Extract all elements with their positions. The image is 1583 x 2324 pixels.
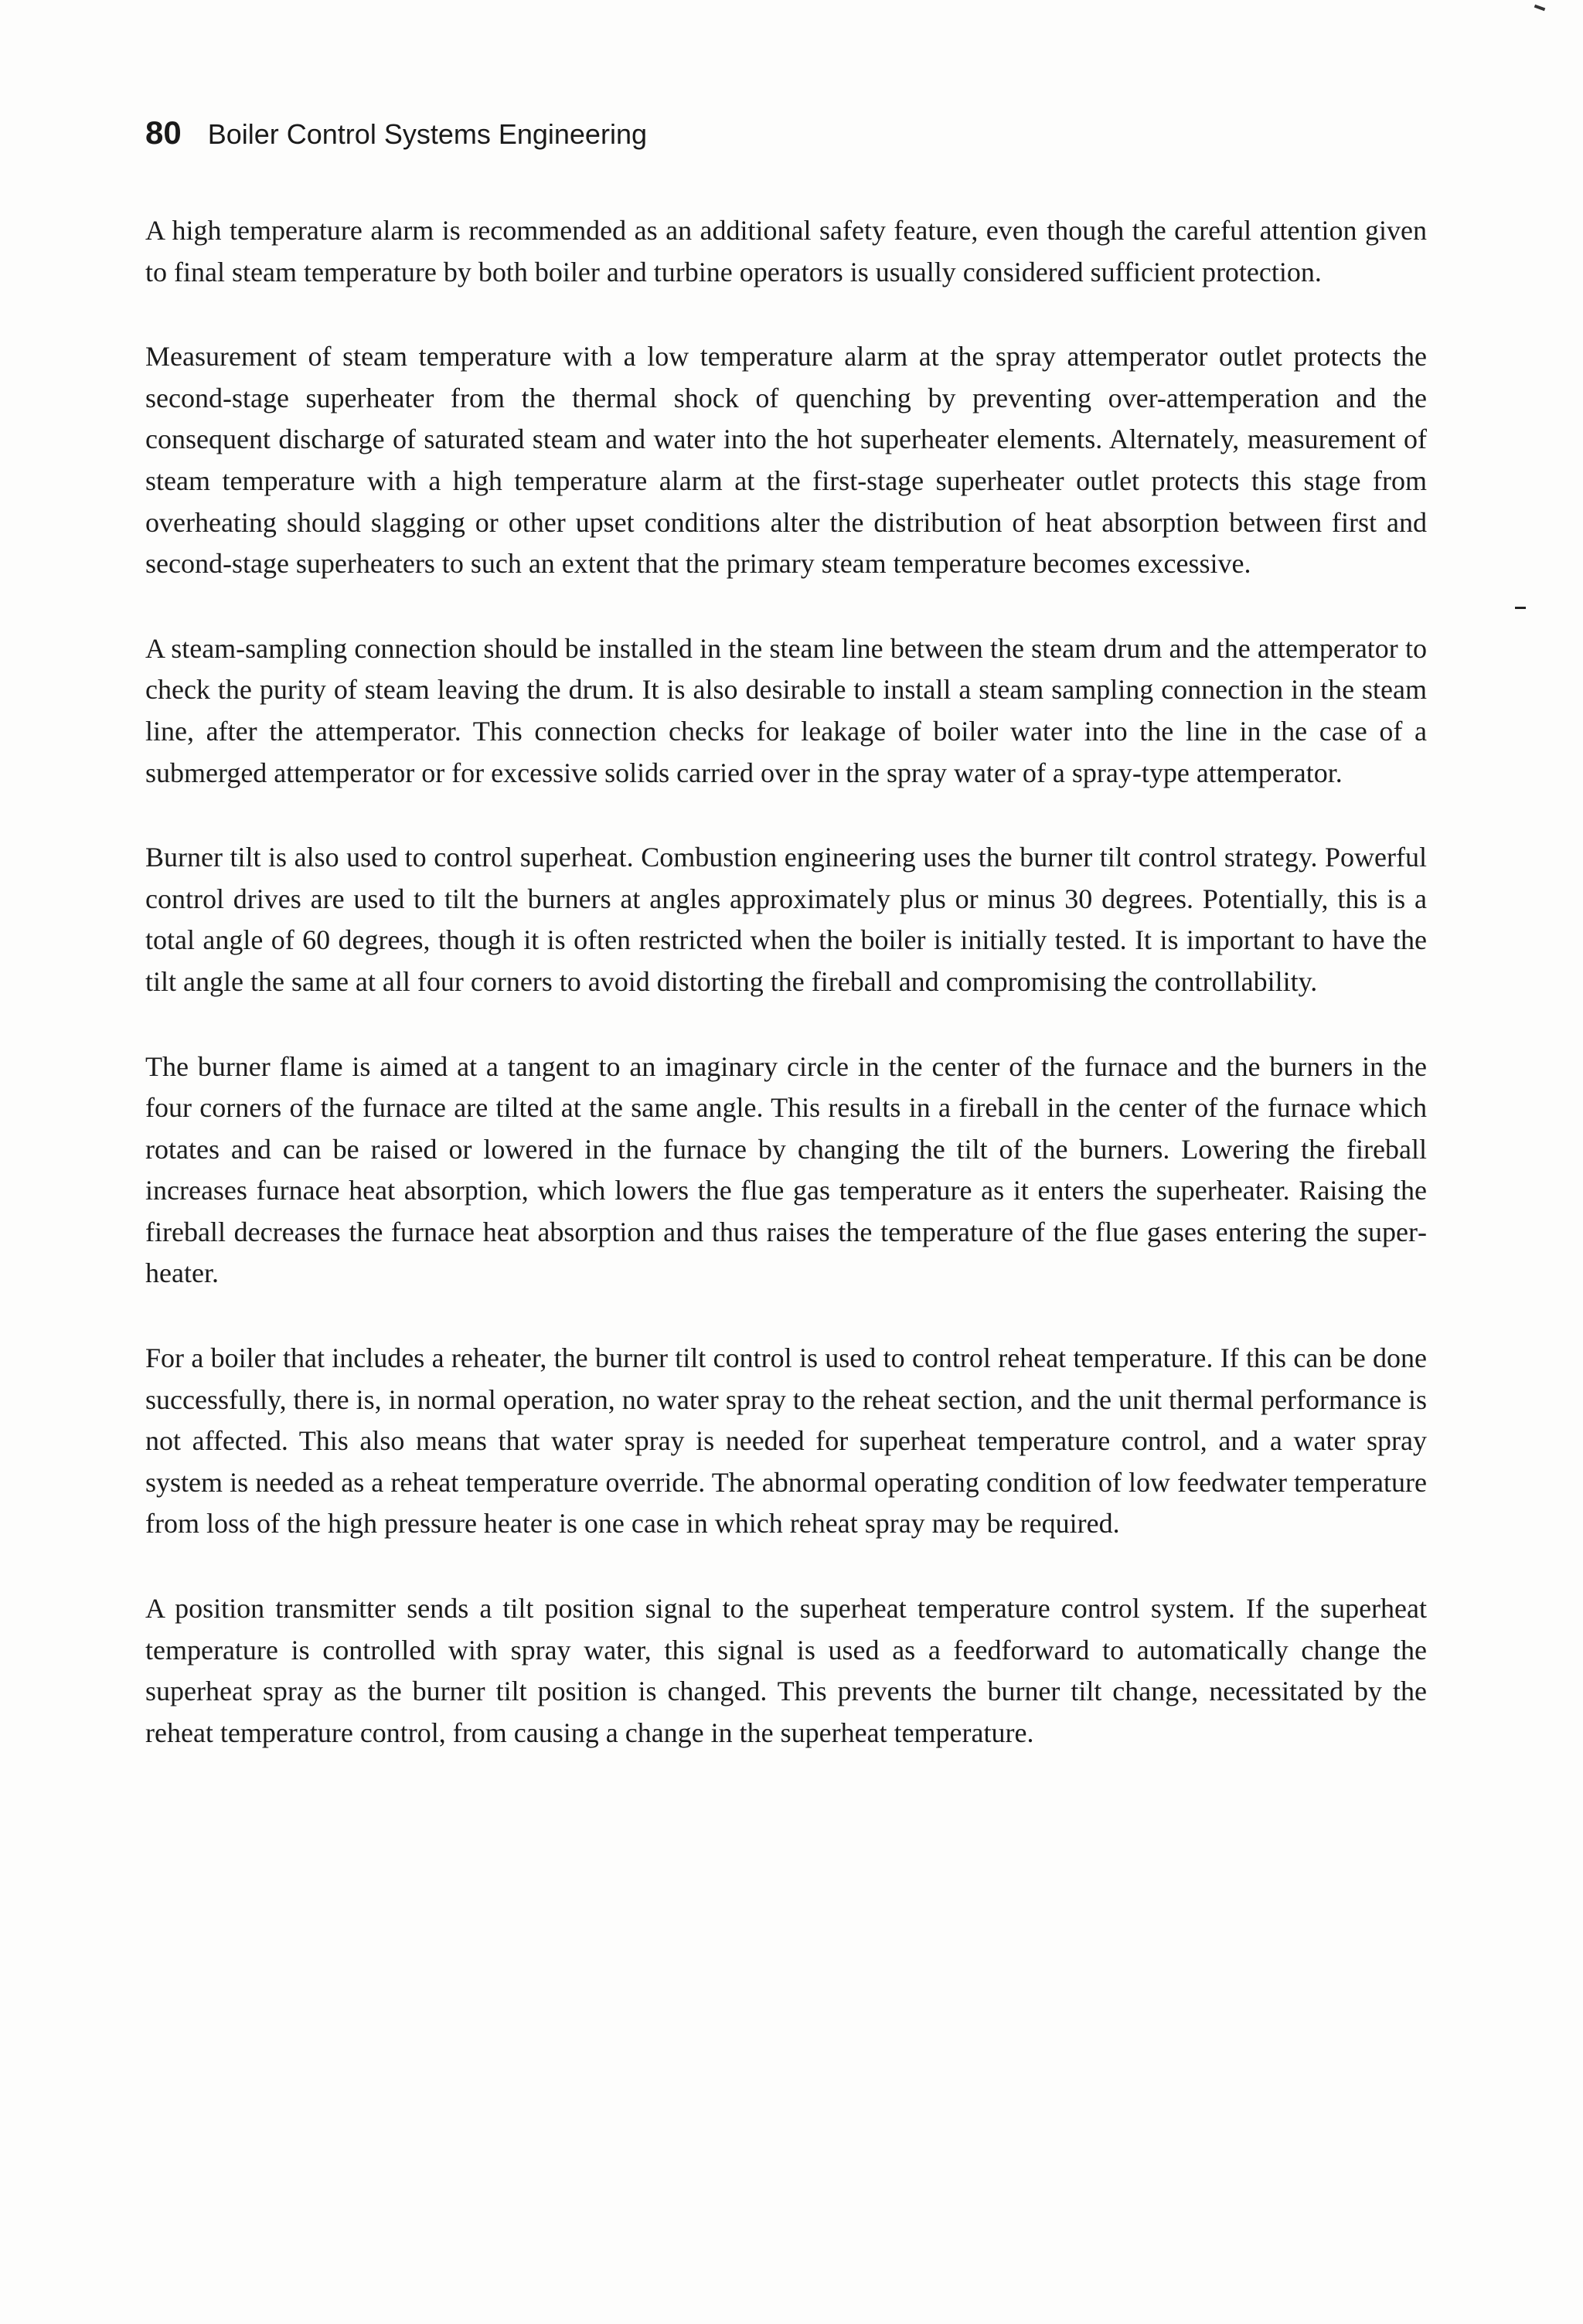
paragraph-reheater-control: For a boiler that includes a reheater, the burner tilt control is used to control reheat temperature. If this can be done successfully, there is, in normal operation, no water spray to the reheat section, and the unit thermal performance is not affected. This also means that water spray is needed for superheat temperature control, and a water spray system is needed as a reheat temperature override. The abnormal operating condition of low feedwater temperature from loss of the high pressure heater is one case in which reheat spray may be required. (145, 1342, 1427, 1540)
paragraph-burner-tilt: Burner tilt is also used to control superheat. Combustion engineering uses the burner tilt control strategy. Powerful control drives are used to tilt the burners at angles approximately plus or minus 30 degrees. Potentially, this is a total angle of 60 degrees, though it is often restricted when the boiler is initially tested. It is important to have the tilt angle the same at all four corners to avoid distorting the fireball and compromising the controllability. (145, 842, 1427, 997)
page-number: 80 (145, 114, 182, 151)
paragraph-steam-temperature-measurement: Measurement of steam temperature with a low temperature alarm at the spray attemperator outlet protects the second-stage superheater from the thermal shock of quenching by preventing over-attemperation and the consequent discharge of saturated steam and water into the hot superheater elements. Alternately, measurement of steam temperature with a high temperature alarm at the first-stage superheater outlet protects this stage from overheating should slagging or other upset conditions alter the distribution of heat absorption between first and second-stage superheaters to such an extent that the primary steam temperature becomes excessive. (145, 341, 1427, 580)
paragraph-position-transmitter: A position transmitter sends a tilt position signal to the superheat temperature control system. If the superheat temperature is controlled with spray water, this signal is used as a feedforward to automatically change the superheat spray as the burner tilt position is changed. This prevents the burner tilt change, necessitated by the reheat temperature control, from causing a change in the superheat temperature. (145, 1593, 1427, 1748)
body-text (145, 210, 1427, 1797)
scan-corner-mark (1534, 5, 1546, 12)
paragraph-steam-sampling-connection: A steam-sampling connection should be installed in the steam line between the steam drum and the attemperator to check the purity of steam leaving the drum. It is also desirable to install a steam sampling connection in the steam line, after the attemperator. This connection checks for leakage of boiler water into the line in the case of a submerged attemperator or for excessive solids carried over in the spray water of a spray-type attemperator. (145, 632, 1427, 788)
margin-dash-mark (1515, 607, 1526, 609)
paragraph-high-temperature-alarm: A high temperature alarm is recommended as an additional safety feature, even though the careful attention given to final steam temperature by both boiler and turbine operators is usually considered sufficient protection. (145, 215, 1427, 288)
running-title: Boiler Control Systems Engineering (207, 118, 647, 150)
paragraph-burner-flame-fireball: The burner flame is aimed at a tangent to an imaginary circle in the center of the furnace and the burners in the four corners of the furnace are tilted at the same angle. This results in a fireball in the center of the furnace which rotates and can be raised or lowered in the furnace by changing the tilt of the burners. Lowering the fireball increases furnace heat absorption, which lowers the flue gas temperature as it enters the superheater. Raising the fireball decreases the furnace heat absorption and thus raises the temperature of the flue gases entering the superheater. (145, 1050, 1427, 1289)
running-head (145, 114, 1413, 153)
